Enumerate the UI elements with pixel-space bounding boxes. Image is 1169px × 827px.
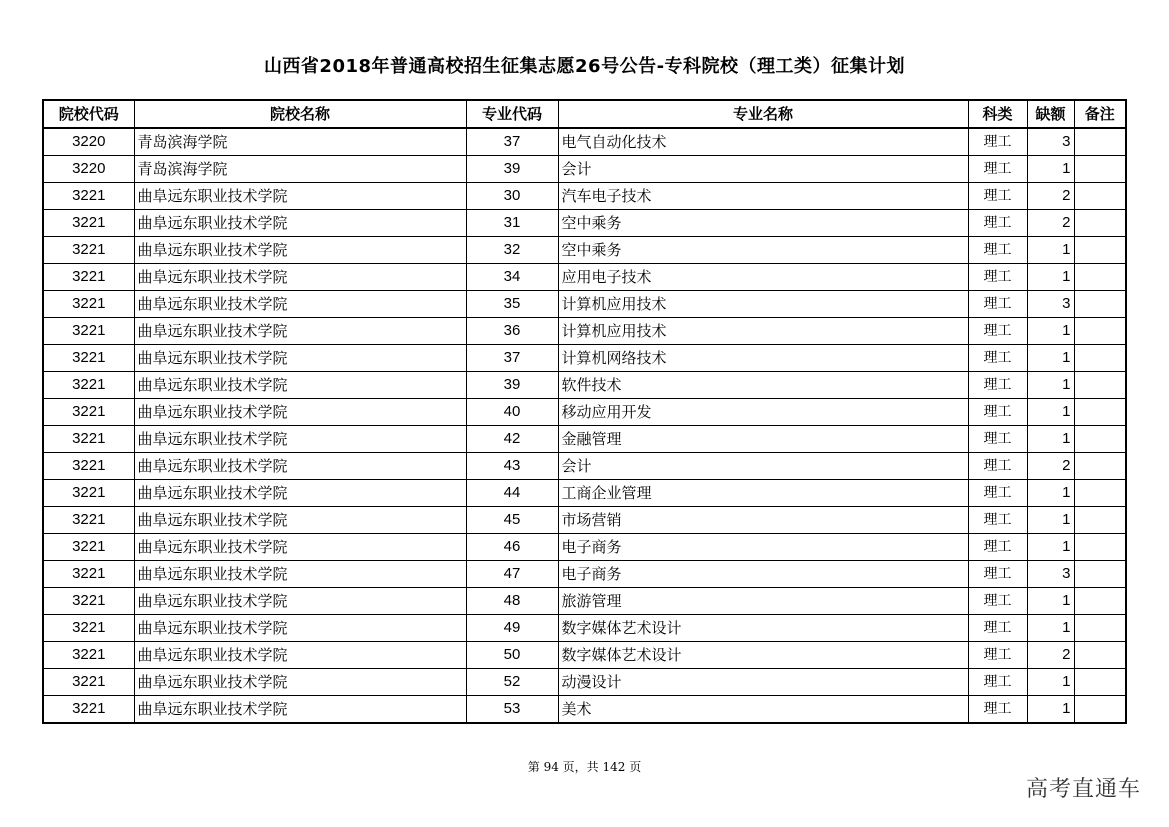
cell-major-name: 计算机应用技术 — [558, 291, 968, 318]
cell-school-code: 3221 — [43, 345, 134, 372]
cell-note — [1074, 669, 1126, 696]
header-school-name: 院校名称 — [134, 100, 466, 128]
cell-category: 理工 — [968, 291, 1027, 318]
cell-major-name: 空中乘务 — [558, 237, 968, 264]
cell-vacancies: 3 — [1027, 561, 1074, 588]
cell-major-name: 电子商务 — [558, 561, 968, 588]
cell-major-name: 会计 — [558, 453, 968, 480]
table-row — [43, 264, 1126, 291]
table-row — [43, 399, 1126, 426]
table-row — [43, 534, 1126, 561]
table-row — [43, 507, 1126, 534]
cell-category: 理工 — [968, 561, 1027, 588]
cell-school-code: 3221 — [43, 291, 134, 318]
table-row — [43, 237, 1126, 264]
cell-major-name: 工商企业管理 — [558, 480, 968, 507]
cell-school-code: 3221 — [43, 264, 134, 291]
cell-category: 理工 — [968, 345, 1027, 372]
cell-school-code: 3221 — [43, 237, 134, 264]
cell-school-name: 曲阜远东职业技术学院 — [134, 615, 466, 642]
cell-vacancies: 1 — [1027, 588, 1074, 615]
cell-category: 理工 — [968, 128, 1027, 156]
cell-school-code: 3221 — [43, 426, 134, 453]
cell-note — [1074, 291, 1126, 318]
cell-category: 理工 — [968, 399, 1027, 426]
cell-school-code: 3221 — [43, 507, 134, 534]
cell-school-code: 3221 — [43, 642, 134, 669]
cell-vacancies: 1 — [1027, 669, 1074, 696]
cell-major-name: 移动应用开发 — [558, 399, 968, 426]
cell-school-name: 曲阜远东职业技术学院 — [134, 534, 466, 561]
cell-school-code: 3221 — [43, 480, 134, 507]
cell-school-name: 曲阜远东职业技术学院 — [134, 669, 466, 696]
cell-major-code: 30 — [466, 183, 558, 210]
watermark-logo-text: 高考直通车 — [1025, 777, 1141, 802]
cell-major-name: 市场营销 — [558, 507, 968, 534]
cell-vacancies: 1 — [1027, 264, 1074, 291]
cell-major-name: 空中乘务 — [558, 210, 968, 237]
cell-vacancies: 1 — [1027, 156, 1074, 183]
cell-major-name: 应用电子技术 — [558, 264, 968, 291]
cell-school-name: 曲阜远东职业技术学院 — [134, 453, 466, 480]
cell-school-code: 3221 — [43, 210, 134, 237]
cell-note — [1074, 128, 1126, 156]
cell-category: 理工 — [968, 642, 1027, 669]
cell-vacancies: 1 — [1027, 615, 1074, 642]
cell-major-code: 52 — [466, 669, 558, 696]
cell-school-name: 曲阜远东职业技术学院 — [134, 372, 466, 399]
cell-school-code: 3221 — [43, 372, 134, 399]
cell-note — [1074, 534, 1126, 561]
cell-major-name: 计算机应用技术 — [558, 318, 968, 345]
table-body — [43, 128, 1126, 723]
cell-major-code: 50 — [466, 642, 558, 669]
cell-note — [1074, 183, 1126, 210]
cell-school-name: 青岛滨海学院 — [134, 156, 466, 183]
cell-school-name: 曲阜远东职业技术学院 — [134, 291, 466, 318]
cell-note — [1074, 480, 1126, 507]
cell-vacancies: 1 — [1027, 696, 1074, 724]
cell-note — [1074, 453, 1126, 480]
cell-vacancies: 3 — [1027, 128, 1074, 156]
header-school-code: 院校代码 — [43, 100, 134, 128]
cell-major-name: 汽车电子技术 — [558, 183, 968, 210]
cell-major-name: 电子商务 — [558, 534, 968, 561]
table-row — [43, 372, 1126, 399]
cell-school-code: 3221 — [43, 453, 134, 480]
cell-school-name: 曲阜远东职业技术学院 — [134, 399, 466, 426]
cell-school-code: 3221 — [43, 615, 134, 642]
cell-major-code: 49 — [466, 615, 558, 642]
table-row — [43, 453, 1126, 480]
cell-note — [1074, 210, 1126, 237]
table-row — [43, 183, 1126, 210]
cell-note — [1074, 561, 1126, 588]
cell-school-code: 3221 — [43, 318, 134, 345]
cell-category: 理工 — [968, 453, 1027, 480]
cell-category: 理工 — [968, 372, 1027, 399]
cell-note — [1074, 237, 1126, 264]
cell-major-name: 旅游管理 — [558, 588, 968, 615]
cell-major-code: 35 — [466, 291, 558, 318]
cell-note — [1074, 399, 1126, 426]
cell-category: 理工 — [968, 480, 1027, 507]
cell-major-code: 39 — [466, 156, 558, 183]
cell-category: 理工 — [968, 534, 1027, 561]
cell-school-name: 曲阜远东职业技术学院 — [134, 507, 466, 534]
cell-major-name: 软件技术 — [558, 372, 968, 399]
cell-major-code: 43 — [466, 453, 558, 480]
cell-school-code: 3221 — [43, 399, 134, 426]
cell-school-code: 3220 — [43, 128, 134, 156]
cell-major-code: 32 — [466, 237, 558, 264]
cell-major-code: 48 — [466, 588, 558, 615]
table-row — [43, 210, 1126, 237]
cell-major-name: 动漫设计 — [558, 669, 968, 696]
cell-school-code: 3221 — [43, 588, 134, 615]
cell-note — [1074, 642, 1126, 669]
table-row — [43, 561, 1126, 588]
table-row — [43, 588, 1126, 615]
cell-school-name: 曲阜远东职业技术学院 — [134, 642, 466, 669]
cell-vacancies: 2 — [1027, 453, 1074, 480]
cell-major-code: 37 — [466, 128, 558, 156]
cell-category: 理工 — [968, 426, 1027, 453]
cell-major-code: 37 — [466, 345, 558, 372]
cell-category: 理工 — [968, 615, 1027, 642]
table-row — [43, 480, 1126, 507]
page-footer: 第 94 页，共 142 页 — [527, 760, 642, 774]
cell-vacancies: 1 — [1027, 399, 1074, 426]
cell-school-name: 曲阜远东职业技术学院 — [134, 480, 466, 507]
cell-school-name: 曲阜远东职业技术学院 — [134, 318, 466, 345]
cell-note — [1074, 318, 1126, 345]
cell-note — [1074, 372, 1126, 399]
cell-note — [1074, 264, 1126, 291]
cell-major-code: 45 — [466, 507, 558, 534]
enrollment-plan-table — [42, 99, 1127, 724]
cell-school-code: 3220 — [43, 156, 134, 183]
cell-major-code: 42 — [466, 426, 558, 453]
cell-note — [1074, 156, 1126, 183]
cell-school-name: 曲阜远东职业技术学院 — [134, 588, 466, 615]
cell-school-name: 曲阜远东职业技术学院 — [134, 426, 466, 453]
cell-major-code: 46 — [466, 534, 558, 561]
cell-major-code: 47 — [466, 561, 558, 588]
cell-school-code: 3221 — [43, 183, 134, 210]
cell-vacancies: 2 — [1027, 210, 1074, 237]
table-row — [43, 345, 1126, 372]
cell-vacancies: 1 — [1027, 345, 1074, 372]
cell-category: 理工 — [968, 183, 1027, 210]
cell-vacancies: 1 — [1027, 480, 1074, 507]
cell-school-code: 3221 — [43, 696, 134, 724]
cell-major-name: 数字媒体艺术设计 — [558, 642, 968, 669]
cell-major-name: 金融管理 — [558, 426, 968, 453]
cell-category: 理工 — [968, 210, 1027, 237]
cell-note — [1074, 426, 1126, 453]
cell-school-name: 曲阜远东职业技术学院 — [134, 237, 466, 264]
cell-note — [1074, 696, 1126, 724]
cell-vacancies: 1 — [1027, 426, 1074, 453]
cell-vacancies: 1 — [1027, 318, 1074, 345]
cell-major-name: 数字媒体艺术设计 — [558, 615, 968, 642]
cell-major-name: 计算机网络技术 — [558, 345, 968, 372]
document-title: 山西省2018年普通高校招生征集志愿26号公告-专科院校（理工类）征集计划 — [263, 56, 906, 77]
cell-school-name: 曲阜远东职业技术学院 — [134, 264, 466, 291]
table-row — [43, 128, 1126, 156]
cell-school-name: 曲阜远东职业技术学院 — [134, 561, 466, 588]
header-major-name: 专业名称 — [558, 100, 968, 128]
cell-school-name: 曲阜远东职业技术学院 — [134, 210, 466, 237]
cell-major-name: 电气自动化技术 — [558, 128, 968, 156]
header-note: 备注 — [1074, 100, 1126, 128]
cell-vacancies: 1 — [1027, 534, 1074, 561]
cell-vacancies: 1 — [1027, 237, 1074, 264]
cell-vacancies: 3 — [1027, 291, 1074, 318]
cell-major-code: 44 — [466, 480, 558, 507]
cell-vacancies: 1 — [1027, 507, 1074, 534]
table-row — [43, 426, 1126, 453]
cell-note — [1074, 615, 1126, 642]
cell-vacancies: 2 — [1027, 183, 1074, 210]
table-row — [43, 696, 1126, 724]
table-row — [43, 156, 1126, 183]
cell-note — [1074, 345, 1126, 372]
table-row — [43, 291, 1126, 318]
table-header-row — [43, 100, 1126, 128]
cell-major-code: 40 — [466, 399, 558, 426]
header-major-code: 专业代码 — [466, 100, 558, 128]
cell-major-name: 美术 — [558, 696, 968, 724]
cell-category: 理工 — [968, 588, 1027, 615]
cell-major-code: 36 — [466, 318, 558, 345]
cell-category: 理工 — [968, 696, 1027, 724]
cell-category: 理工 — [968, 156, 1027, 183]
cell-vacancies: 1 — [1027, 372, 1074, 399]
cell-school-code: 3221 — [43, 669, 134, 696]
cell-category: 理工 — [968, 237, 1027, 264]
table-row — [43, 642, 1126, 669]
cell-major-code: 31 — [466, 210, 558, 237]
cell-school-name: 曲阜远东职业技术学院 — [134, 345, 466, 372]
cell-category: 理工 — [968, 507, 1027, 534]
cell-school-name: 曲阜远东职业技术学院 — [134, 183, 466, 210]
cell-vacancies: 2 — [1027, 642, 1074, 669]
cell-major-code: 39 — [466, 372, 558, 399]
cell-major-code: 34 — [466, 264, 558, 291]
cell-school-code: 3221 — [43, 561, 134, 588]
header-vacancies: 缺额 — [1027, 100, 1074, 128]
cell-category: 理工 — [968, 318, 1027, 345]
table-row — [43, 615, 1126, 642]
cell-note — [1074, 588, 1126, 615]
table-row — [43, 318, 1126, 345]
cell-note — [1074, 507, 1126, 534]
cell-category: 理工 — [968, 264, 1027, 291]
table-row — [43, 669, 1126, 696]
header-category: 科类 — [968, 100, 1027, 128]
cell-major-code: 53 — [466, 696, 558, 724]
cell-school-name: 曲阜远东职业技术学院 — [134, 696, 466, 724]
cell-school-code: 3221 — [43, 534, 134, 561]
cell-major-name: 会计 — [558, 156, 968, 183]
cell-category: 理工 — [968, 669, 1027, 696]
cell-school-name: 青岛滨海学院 — [134, 128, 466, 156]
